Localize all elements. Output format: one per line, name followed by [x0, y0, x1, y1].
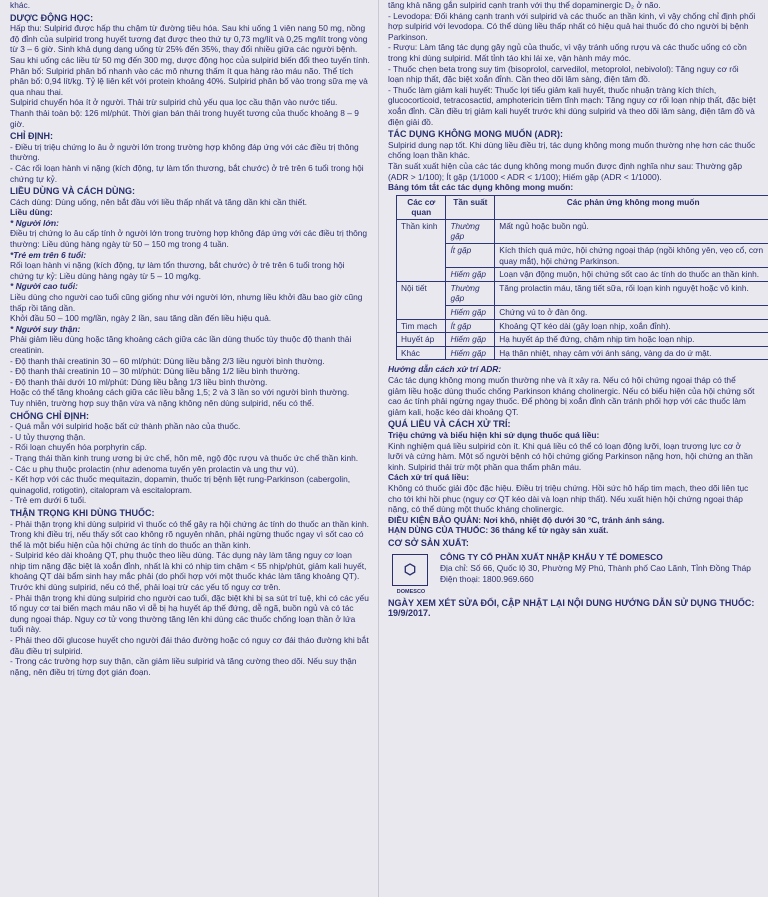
elderly-text: Liều dùng cho người cao tuổi cũng giống như với người lớn, nhưng liều khởi đầu bao giờ cũng thấp rồi tăng dần. [10, 292, 363, 313]
interaction-item: - Rượu: Làm tăng tác dụng gây ngủ của thuốc, vì vậy tránh uống rượu và các thuốc uống có cồn trong khi dùng sulpirid. Mất tỉnh táo khi lái xe, vận hành máy móc. [388, 42, 747, 63]
contraindication-item: - Quá mẫn với sulpirid hoặc bất cứ thành phần nào của thuốc. [10, 421, 241, 432]
renal-text: Hoặc có thể tăng khoảng cách giữa các liều bằng 1,5; 2 và 3 lần so với người bình thường. [10, 387, 350, 398]
organ-cell: Tim mạch [397, 319, 446, 333]
reaction-cell: Chứng vú to ở đàn ông. [495, 306, 768, 320]
left-column [10, 0, 370, 677]
top-fragment: khác. [10, 0, 31, 10]
table-row [397, 244, 768, 268]
frequency-cell: Ít gặp [446, 244, 495, 268]
elderly-text: Khởi đầu 50 – 100 mg/lần, ngày 2 lần, sau tăng dần đến liều hiệu quả. [10, 313, 272, 324]
interaction-item: - Thuốc chẹn beta trong suy tim (bisoprolol, carvedilol, metoprolol, nebivolol): Tăng nguy cơ rối loạn nhịp thất, đặc biệt xoắn đỉnh. Cần theo dõi lâm sàng, điện tâm đồ. [388, 63, 739, 85]
adr-guide-text: Các tác dụng không mong muốn thường nhẹ và ít xảy ra. Nếu có hội chứng ngoại tháp có thể giảm liều hoặc dùng thuốc chống Parkinson kháng cholinergic. Nếu có biểu hiện của hội chứng sốt cao ác tính phải ngừng ngay thuốc. Để phòng bị xoắn đỉnh cần tránh phối hợp với các thuốc làm giảm kali, hoặc kéo dài khoảng QT. [388, 375, 755, 417]
precautions-heading: THẬN TRỌNG KHI DÙNG THUỐC: [10, 507, 155, 518]
frequency-cell: Hiếm gặp [446, 346, 495, 360]
frequency-cell: Hiếm gặp [446, 306, 495, 320]
pk-metabolism: Sulpirid chuyển hóa ít ở người. Thải trừ sulpirid chủ yếu qua lọc cầu thận vào nước tiểu. [10, 97, 338, 108]
pk-distribution: Phân bố: Sulpirid phân bố nhanh vào các mô nhưng thấm ít qua hàng rào máu não. Thể tích phân bố: 0,94 lít/kg. Tỷ lệ liên kết với protein khoảng 40%. Sulpirid phân bố vào trong sữa mẹ và qua nhau thai. [10, 65, 368, 97]
table-row [397, 333, 768, 347]
pk-absorption: Hấp thu: Sulpirid được hấp thu chậm từ đường tiêu hóa. Sau khi uống 1 viên nang 50 mg, nồng độ đỉnh của sulpirid trong huyết tương đạt được theo thứ tự 0,73 mg/lít và 0,25 mg/lít trong vòng từ 3 – 6 giờ. Sinh khả dụng dạng uống từ 25% đến 35%, thay đổi nhiều giữa các người bệnh. [10, 23, 368, 55]
elderly-heading: * Người cao tuổi: [10, 281, 78, 292]
renal-text: - Độ thanh thải creatinin 10 – 30 ml/phút: Dùng liều bằng 1/2 liều bình thường. [10, 366, 300, 377]
storage-conditions: ĐIỀU KIỆN BẢO QUẢN: Nơi khô, nhiệt độ dưới 30 °C, tránh ánh sáng. [388, 514, 665, 525]
right-column [388, 0, 764, 619]
contraindication-item: - Rối loạn chuyển hóa porphyrin cấp. [10, 442, 147, 453]
precaution-item: - Phải thận trọng khi dùng sulpirid cho người cao tuổi, đặc biệt khi bị sa sút trí tuệ, khi có các yếu tố nguy cơ tai biến mạch máu não vì dễ bị hạ huyết áp thế đứng, dễ ngã, buồn ngủ và có tác dụng ngoại tháp. Nguy cơ tử vong thường tăng lên khi dùng các thuốc chống loạn thần ở lứa tuổi này. [10, 592, 369, 635]
contraindication-item: - Trẻ em dưới 6 tuổi. [10, 495, 87, 506]
column-header: Tần suất [446, 195, 495, 219]
frequency-cell: Ít gặp [446, 319, 495, 333]
frequency-cell: Hiếm gặp [446, 268, 495, 282]
frequency-cell: Thường gặp [446, 281, 495, 305]
company-phone: Điện thoại: 1800.969.660 [440, 573, 534, 584]
manufacturer-heading: CƠ SỞ SẢN XUẤT: [388, 537, 469, 548]
dosage-label: Liều dùng: [10, 207, 53, 218]
table-row [397, 306, 768, 320]
reaction-cell: Hạ thân nhiệt, nhạy cảm với ánh sáng, vàng da do ứ mật. [495, 346, 768, 360]
adr-guide-heading: Hướng dẫn cách xử trí ADR: [388, 364, 502, 375]
child-heading: *Trẻ em trên 6 tuổi: [10, 249, 87, 260]
table-row [397, 346, 768, 360]
company-info [440, 552, 751, 585]
table-row [397, 281, 768, 305]
logo-label: DOMESCO [396, 588, 426, 595]
table-row [397, 268, 768, 282]
domesco-logo-icon: ⬡ [392, 554, 428, 586]
pk-clearance: Thanh thải toàn bộ: 126 ml/phút. Thời gian bán thải trong huyết tương của thuốc khoảng 8 – 9 giờ. [10, 107, 359, 129]
shelf-life: HẠN DÙNG CỦA THUỐC: 36 tháng kể từ ngày sản xuất. [388, 525, 609, 536]
manufacturer-block [388, 551, 756, 595]
dosage-intro: Cách dùng: Dùng uống, nên bắt đầu với liều thấp nhất và tăng dần khi cần thiết. [10, 196, 307, 207]
pk-linear: Sau khi uống các liều từ 50 mg đến 300 mg, dược động học của sulpirid biến đổi theo tuyến tính. [10, 54, 370, 65]
renal-heading: * Người suy thận: [10, 323, 81, 334]
renal-text: - Độ thanh thải creatinin 30 – 60 ml/phút: Dùng liều bằng 2/3 liều người bình thường. [10, 355, 325, 366]
column-divider [378, 0, 379, 897]
organ-cell: Huyết áp [397, 333, 446, 347]
reaction-cell: Mất ngủ hoặc buồn ngủ. [495, 219, 768, 243]
adult-text: Điều trị chứng lo âu cấp tính ở người lớn trong trường hợp không đáp ứng với các điều trị thông thường: Liều dùng hàng ngày từ 50 – 150 mg trong 4 tuần. [10, 228, 368, 250]
renal-text: Phải giảm liều dùng hoặc tăng khoảng cách giữa các lần dùng thuốc tùy thuộc độ thanh thải creatinin. [10, 334, 352, 355]
reaction-cell: Tăng prolactin máu, tăng tiết sữa, rối loạn kinh nguyệt hoặc vô kinh. [495, 281, 768, 305]
adr-text: Tần suất xuất hiện của các tác dụng không mong muốn được định nghĩa như sau: Thường gặp (ADR > 1/100); Ít gặp (1/1000 < ADR < 1/100); Hiếm gặp (ADR < 1/1000). [388, 160, 743, 182]
reaction-cell: Khoảng QT kéo dài (gây loạn nhịp, xoắn đỉnh). [495, 319, 768, 333]
organ-cell: Thần kinh [397, 219, 446, 281]
overdose-subheading: Triệu chứng và biểu hiện khi sử dụng thuốc quá liều: [388, 429, 600, 440]
precaution-item: - Phải theo dõi glucose huyết cho người đái tháo đường hoặc có nguy cơ đái tháo đường khi bắt đầu điều trị sulpirid. [10, 635, 369, 656]
contraindication-item: - Kết hợp với các thuốc mequitazin, dopamin, thuốc trị bệnh liệt rung-Parkinson (cabergolin, quinagolid, rotigotin), citalopram và escitalopram. [10, 474, 351, 495]
dosage-heading: LIỀU DÙNG VÀ CÁCH DÙNG: [10, 186, 135, 197]
table-header-row [397, 195, 768, 219]
table-row [397, 219, 768, 243]
pharmacokinetics-heading: DƯỢC ĐỘNG HỌC: [10, 12, 94, 23]
adr-text: Sulpirid dung nạp tốt. Khi dùng liều điều trị, tác dụng không mong muốn thường nhẹ hơn các thuốc chống loạn thần khác. [388, 139, 756, 161]
precaution-item: - Sulpirid kéo dài khoảng QT, phụ thuộc theo liều dùng. Tác dụng này làm tăng nguy cơ loạn nhịp tim nặng đặc biệt là xoắn đỉnh, nhất là khi có nhịp tim chậm < 55 nhịp/phút, giảm kali huyết, khoảng QT dài bẩm sinh hay mắc phải (do phối hợp với một thuốc khác làm tăng khoảng QT). Trước khi dùng sulpirid, nếu có thể, phải loại trừ các yếu tố nguy cơ trên. [10, 550, 367, 593]
indication-item: - Điều trị triệu chứng lo âu ở người lớn trong trường hợp không đáp ứng với các điều trị thông thường. [10, 141, 359, 163]
reaction-cell: Hạ huyết áp thế đứng, chậm nhịp tim hoặc loạn nhịp. [495, 333, 768, 347]
revision-date: NGÀY XEM XÉT SỬA ĐỔI, CẬP NHẬT LẠI NỘI DUNG HƯỚNG DẪN SỬ DỤNG THUỐC: 19/9/2017. [388, 597, 755, 619]
organ-cell: Khác [397, 346, 446, 360]
adr-table-title: Bảng tóm tắt các tác dụng không mong muốn: [388, 182, 574, 193]
overdose-treatment-text: Không có thuốc giải độc đặc hiệu. Điều trị triệu chứng. Hồi sức hô hấp tim mạch, theo dõi liên tục cho tới khi hồi phục (nguy cơ QT kéo dài và loạn nhịp thất). Nếu xuất hiện hội chứng ngoại tháp nặng, có thể dùng một thuốc kháng cholinergic. [388, 482, 749, 515]
column-header: Các cơ quan [397, 195, 446, 219]
adr-heading: TÁC DỤNG KHÔNG MONG MUỐN (ADR): [388, 129, 563, 140]
overdose-text: Kinh nghiệm quá liều sulpirid còn ít. Khi quá liều có thể có loạn động lưỡi, loạn trương lực cơ ở lưỡi và cứng hàm. Một số người bệnh có hội chứng giống Parkinson nặng hơn, hội chứng an thần kinh. Sulpirid thải trừ một phần qua thẩm phân máu. [388, 440, 753, 472]
adr-table [396, 195, 768, 361]
contraindication-item: - Trạng thái thần kinh trung ương bị ức chế, hôn mê, ngộ độc rượu và thuốc ức chế thần kinh. [10, 452, 359, 463]
company-name: CÔNG TY CỔ PHẦN XUẤT NHẬP KHẨU Y TẾ DOMESCO [440, 551, 663, 562]
indications-heading: CHỈ ĐỊNH: [10, 131, 53, 142]
domesco-logo [392, 554, 430, 595]
company-address: Địa chỉ: Số 66, Quốc lộ 30, Phường Mỹ Phú, Thành phố Cao Lãnh, Tỉnh Đồng Tháp [440, 562, 751, 573]
renal-text: Tuy nhiên, trường hợp suy thận vừa và nặng không nên dùng sulpirid, nếu có thể. [10, 397, 315, 408]
renal-text: - Độ thanh thải dưới 10 ml/phút: Dùng liều bằng 1/3 liều bình thường. [10, 376, 268, 387]
table-row [397, 319, 768, 333]
reaction-cell: Kích thích quá mức, hội chứng ngoại tháp (ngồi không yên, vẹo cổ, cơn quay mắt), hội chứng Parkinson. [495, 244, 768, 268]
top-fragment: tăng khả năng gắn sulpirid cạnh tranh với thụ thể dopaminergic D₂ ở não. [388, 0, 661, 10]
adult-heading: * Người lớn: [10, 217, 59, 228]
contraindication-item: - Các u phụ thuộc prolactin (như adenoma tuyến yên prolactin và ung thư vú). [10, 463, 299, 474]
reaction-cell: Loạn vận động muộn, hội chứng sốt cao ác tính do thuốc an thần kinh. [495, 268, 768, 282]
organ-cell: Nội tiết [397, 281, 446, 319]
precaution-item: - Trong các trường hợp suy thận, cần giảm liều sulpirid và tăng cường theo dõi. Nếu suy thận nặng, nên điều trị từng đợt gián đoạn. [10, 656, 357, 677]
child-text: Rối loạn hành vi nặng (kích động, tự làm tổn thương, bắt chước) ở trẻ trên 6 tuổi trong hội chứng tự kỷ: Liều dùng hàng ngày từ 5 – 10 mg/kg. [10, 260, 345, 281]
precaution-item: - Phải thận trọng khi dùng sulpirid vì thuốc có thể gây ra hội chứng ác tính do thuốc an thần kinh. Trong khi điều trị, nếu thấy sốt cao không rõ nguyên nhân, phải ngừng thuốc ngay vì sốt cao có thể là một biểu hiện của hội chứng ác tính do thuốc an thần kinh. [10, 518, 369, 550]
column-header: Các phản ứng không mong muốn [495, 195, 768, 219]
interaction-item: - Thuốc làm giảm kali huyết: Thuốc lợi tiểu giảm kali huyết, thuốc nhuận tràng kích thích, glucocorticoid, tetracosactid, amphotericin tiêm tĩnh mạch: Tăng nguy cơ rối loạn nhịp thất, đặc biệt xoắn đỉnh. Cần điều trị giảm kali huyết trước khi dùng sulpirid và theo dõi lâm sàng, điện tâm đồ và điện giải đồ. [388, 84, 756, 127]
contraindication-item: - U tủy thượng thận. [10, 431, 86, 442]
indication-item: - Các rối loạn hành vi nặng (kích động, tự làm tổn thương, bắt chước) ở trẻ trên 6 tuổi trong hội chứng tự kỷ. [10, 162, 364, 184]
overdose-heading: QUÁ LIỀU VÀ CÁCH XỬ TRÍ: [388, 419, 511, 430]
contraindications-heading: CHỐNG CHỈ ĐỊNH: [10, 410, 89, 421]
interaction-item: - Levodopa: Đối kháng cạnh tranh với sulpirid và các thuốc an thần kinh, vì vậy chống chỉ định phối hợp sulpirid với levodopa. Có thể dùng liều thấp nhất có hiệu quả hai thuốc đó cho người bị bệnh Parkinson. [388, 10, 756, 42]
frequency-cell: Thường gặp [446, 219, 495, 243]
frequency-cell: Hiếm gặp [446, 333, 495, 347]
overdose-treatment-heading: Cách xử trí quá liều: [388, 472, 469, 483]
